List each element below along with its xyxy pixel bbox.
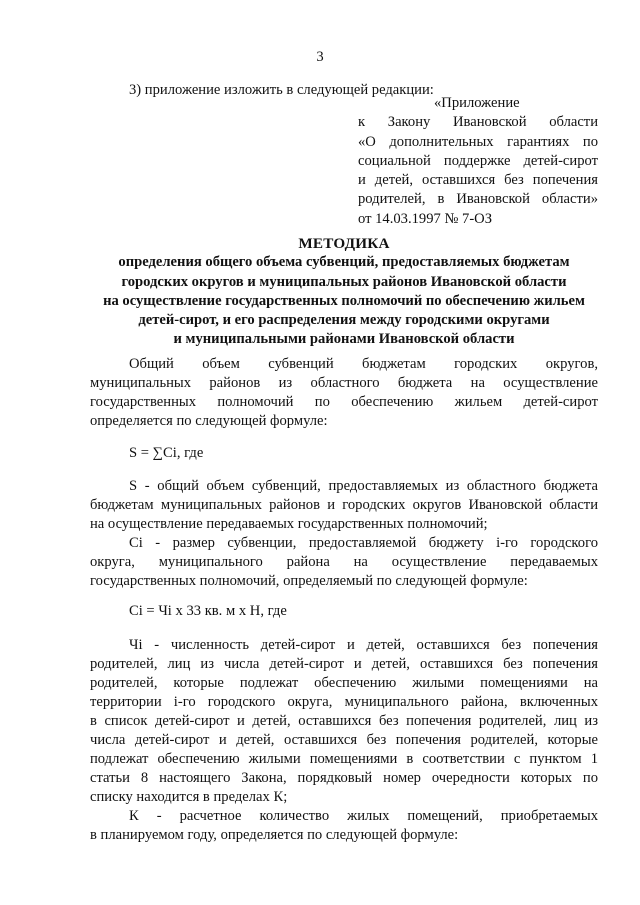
annex-line: и детей, оставшихся без попечения bbox=[358, 172, 598, 189]
paragraph-line: Общий объем субвенций бюджетам городских округов, bbox=[129, 356, 598, 372]
annex-heading bbox=[358, 94, 598, 229]
subtitle-line: и муниципальными районами Ивановской области bbox=[173, 331, 515, 348]
paragraph-line: округа, муниципального района на осуществление передаваемых bbox=[90, 554, 598, 570]
intro-line: 3) приложение изложить в следующей редакции: bbox=[129, 82, 434, 98]
annex-line: от 14.03.1997 № 7-ОЗ bbox=[358, 210, 493, 227]
document-title: МЕТОДИКА bbox=[298, 235, 390, 252]
subtitle-line: детей-сирот, и его распределения между городскими округами bbox=[138, 312, 550, 329]
formula-subvention: Ci = Чi х 33 кв. м х Н, где bbox=[129, 603, 287, 619]
paragraph-line: подлежат обеспечению жилыми помещениями в соответствии с пунктом 1 bbox=[90, 751, 598, 767]
paragraph-line: числа детей-сирот и детей, оставшихся без попечения родителей, которые bbox=[90, 732, 598, 748]
paragraph-line: муниципальных районов из областного бюджета на осуществление bbox=[90, 375, 598, 391]
paragraph-line: S - общий объем субвенций, предоставляемых из областного бюджета bbox=[129, 478, 598, 494]
paragraph-line: бюджетам муниципальных районов и городских округов Ивановской области bbox=[90, 497, 598, 513]
paragraph-line: К - расчетное количество жилых помещений, приобретаемых bbox=[129, 808, 598, 824]
paragraph-line: списку находится в пределах К; bbox=[90, 789, 288, 805]
paragraph-line: на осуществление передаваемых государственных полномочий; bbox=[90, 516, 488, 532]
page-number: 3 bbox=[316, 49, 324, 65]
annex-line: «О дополнительных гарантиях по bbox=[358, 133, 598, 150]
paragraph-line: в список детей-сирот и детей, оставшихся без попечения родителей, лиц из bbox=[90, 713, 598, 729]
subtitle-line: на осуществление государственных полномочий по обеспечению жильем bbox=[103, 292, 585, 309]
annex-line: родителей, в Ивановской области» bbox=[358, 191, 598, 208]
annex-line: к Закону Ивановской области bbox=[358, 114, 598, 131]
paragraph-line: родителей, которые подлежат обеспечению жилыми помещениями на bbox=[90, 675, 598, 691]
annex-line: «Приложение bbox=[434, 95, 520, 111]
paragraph-line: в планируемом году, определяется по следующей формуле: bbox=[90, 827, 459, 843]
paragraph-line: родителей, лиц из числа детей-сирот и детей, оставшихся без попечения bbox=[90, 656, 598, 672]
paragraph-line: Чi - численность детей-сирот и детей, оставшихся без попечения bbox=[129, 637, 598, 653]
paragraph-line: территории i-го городского округа, муниципального района, включенных bbox=[90, 694, 598, 710]
paragraph-line: определяется по следующей формуле: bbox=[90, 413, 328, 429]
annex-line: социальной поддержке детей-сирот bbox=[358, 152, 598, 169]
subtitle-line: городских округов и муниципальных районов Ивановской области bbox=[121, 273, 567, 290]
formula-total: S = ∑Ci, где bbox=[129, 445, 204, 461]
paragraph-line: государственных полномочий, определяемый по следующей формуле: bbox=[90, 573, 528, 589]
document-title-block bbox=[90, 234, 598, 350]
paragraph-line: Ci - размер субвенции, предоставляемой бюджету i-го городского bbox=[129, 535, 598, 551]
subtitle-line: определения общего объема субвенций, предоставляемых бюджетам bbox=[118, 254, 570, 271]
paragraph-line: государственных полномочий по обеспечению жильем детей-сирот bbox=[90, 394, 598, 410]
paragraph-line: статьи 8 настоящего Закона, порядковый номер очередности которых по bbox=[90, 770, 598, 786]
